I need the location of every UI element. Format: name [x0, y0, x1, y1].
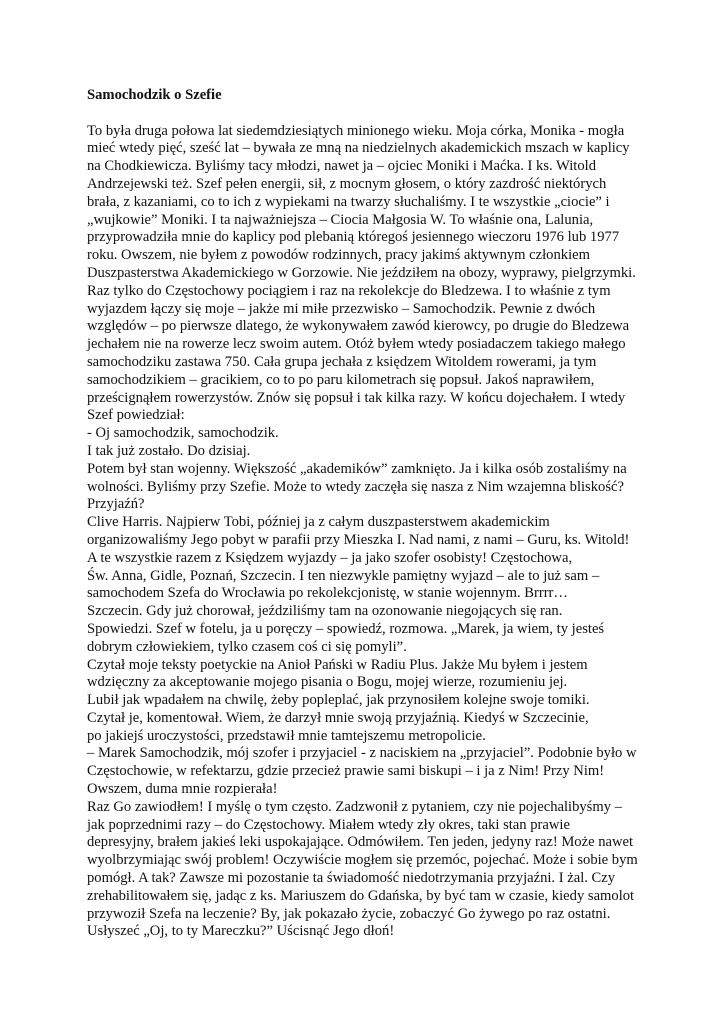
text-line: Św. Anna, Gidle, Poznań, Szczecin. I ten niezwykle pamiętny wyjazd – ale to już sam – [87, 567, 600, 584]
text-line: prześcignąłem rowerzystów. Znów się popsuł i tak kilka razy. W końcu dojechałem. I wtedy [87, 389, 626, 406]
text-line: – Marek Samochodzik, mój szofer i przyjaciel - z naciskiem na „przyjaciel”. Podobnie było w [87, 745, 637, 762]
text-line: jak poprzednimi razy – do Częstochowy. Miałem wtedy zły okres, taki stan prawie [87, 816, 570, 833]
text-line: wyolbrzymiając swój problem! Oczywiście mogłem się przemóc, pojechać. Może i sobie bym [87, 852, 638, 869]
text-line: zrehabilitowałem się, jadąc z ks. Mariuszem do Gdańska, by być tam w czasie, kiedy samolot [87, 887, 635, 904]
text-line: mieć wtedy pięć, sześć lat – bywała ze mną na niedzielnych akademickich mszach w kaplicy [87, 140, 630, 157]
text-line: przywoził Szefa na leczenie? By, jak pokazało życie, zobaczyć Go żywego po raz ostatni. [87, 905, 611, 922]
text-line: Andrzejewski też. Szef pełen energii, sił, z mocnym głosem, o który zazdrość niektórych [87, 175, 607, 192]
text-line: roku. Owszem, nie byłem z powodów rodzinnych, pracy jakimś aktywnym członkiem [87, 247, 590, 264]
document-body [87, 87, 647, 941]
text-line: Potem był stan wojenny. Większość „akademików” zamknięto. Ja i kilka osób zostaliśmy na [87, 460, 627, 477]
text-line: przyprowadziła mnie do kaplicy pod plebanią któregoś jesiennego wieczoru 1976 lub 1977 [87, 229, 620, 246]
text-line: depresyjny, brałem jakieś leki uspokajające. Odmówiłem. Ten jeden, jedyny raz! Może nawet [87, 834, 634, 851]
text-line: samochodzikiem – gracikiem, co to po paru kilometrach się popsuł. Jakoś naprawiłem, [87, 371, 595, 388]
text-line: I tak już zostało. Do dzisiaj. [87, 442, 251, 459]
text-line: jechałem nie na rowerze lecz swoim autem. Otóż byłem wtedy posiadaczem takiego małego [87, 336, 626, 353]
text-line: Raz tylko do Częstochowy pociągiem i raz na rekolekcje do Bledzewa. I to właśnie z tym [87, 282, 611, 299]
text-line: „wujkowie” Moniki. I ta najważniejsza – Ciocia Małgosia W. To właśnie ona, Lalunia, [87, 211, 594, 228]
document-text [87, 123, 647, 942]
text-line: Czytał je, komentował. Wiem, że darzył mnie swoją przyjaźnią. Kiedyś w Szczecinie, [87, 709, 589, 726]
text-line: względów – po pierwsze dlatego, że wykonywałem zawód kierowcy, po drugie do Bledzewa [87, 318, 630, 335]
text-line: Spowiedzi. Szef w fotelu, ja u poręczy – spowiedź, rozmowa. „Marek, ja wiem, ty jesteś [87, 620, 605, 637]
text-line: na Chodkiewicza. Byliśmy tacy młodzi, nawet ja – ojciec Moniki i Maćka. I ks. Witold [87, 158, 596, 175]
text-line: Usłyszeć „Oj, to ty Mareczku?” Uścisnąć Jego dłoń! [87, 923, 395, 940]
text-line: Szef powiedział: [87, 407, 185, 424]
text-line: samochodem Szefa do Wrocławia po rekolekcjonistę, w stanie wojennym. Brrrr… [87, 585, 569, 602]
text-line: Lubił jak wpadałem na chwilę, żeby popleplać, jak przynosiłem kolejne swoje tomiki. [87, 692, 590, 709]
text-line: To była druga połowa lat siedemdziesiątych minionego wieku. Moja córka, Monika - mogła [87, 122, 625, 139]
text-line: A te wszystkie razem z Księdzem wyjazdy – ja jako szofer osobisty! Częstochowa, [87, 549, 573, 566]
text-line: wyjazdem łączy się moje – jakże mi miłe przezwisko – Samochodzik. Pewnie z dwóch [87, 300, 596, 317]
text-line: pomógł. A tak? Zawsze mi pozostanie ta świadomość niedotrzymania przyjaźni. I żal. Czy [87, 870, 616, 887]
text-line: Szczecin. Gdy już chorował, jeździliśmy tam na ozonowanie niegojących się ran. [87, 603, 563, 620]
text-line: Przyjaźń? [87, 496, 145, 513]
text-line: dobrym człowiekiem, tylko czasem coś ci się pomyli”. [87, 638, 407, 655]
document-title: Samochodzik o Szefie [87, 87, 222, 103]
text-line: - Oj samochodzik, samochodzik. [87, 425, 279, 442]
text-line: brała, z kazaniami, co to ich z wypiekami na twarzy słuchaliśmy. I te wszystkie „ciocie” i [87, 193, 610, 210]
text-line: Clive Harris. Najpierw Tobi, później ja z całym duszpasterstwem akademickim [87, 514, 550, 531]
text-line: samochodziku zastawa 750. Cała grupa jechała z księdzem Witoldem rowerami, ja tym [87, 353, 597, 370]
text-line: po jakiejś uroczystości, przedstawił mnie tamtejszemu metropolicie. [87, 727, 486, 744]
text-line: Owszem, duma mnie rozpierała! [87, 781, 278, 798]
text-line: wolności. Byliśmy przy Szefie. Może to wtedy zaczęła się nasza z Nim wzajemna bliskość? [87, 478, 624, 495]
text-line: wdzięczny za akceptowanie mojego pisania o Bogu, mojej wierze, rozumieniu jej. [87, 674, 568, 691]
text-line: Raz Go zawiodłem! I myślę o tym często. Zadzwonił z pytaniem, czy nie pojechalibyśmy – [87, 798, 622, 815]
text-line: Czytał moje teksty poetyckie na Anioł Pański w Radiu Plus. Jakże Mu byłem i jestem [87, 656, 588, 673]
text-line: Duszpasterstwa Akademickiego w Gorzowie. Nie jeździłem na obozy, wyprawy, pielgrzymki. [87, 264, 636, 281]
text-line: organizowaliśmy Jego pobyt w parafii przy Mieszka I. Nad nami, z nami – Guru, ks. Witold! [87, 531, 630, 548]
text-line: Częstochowie, w refektarzu, gdzie przecież prawie sami biskupi – i ja z Nim! Przy Nim! [87, 763, 605, 780]
